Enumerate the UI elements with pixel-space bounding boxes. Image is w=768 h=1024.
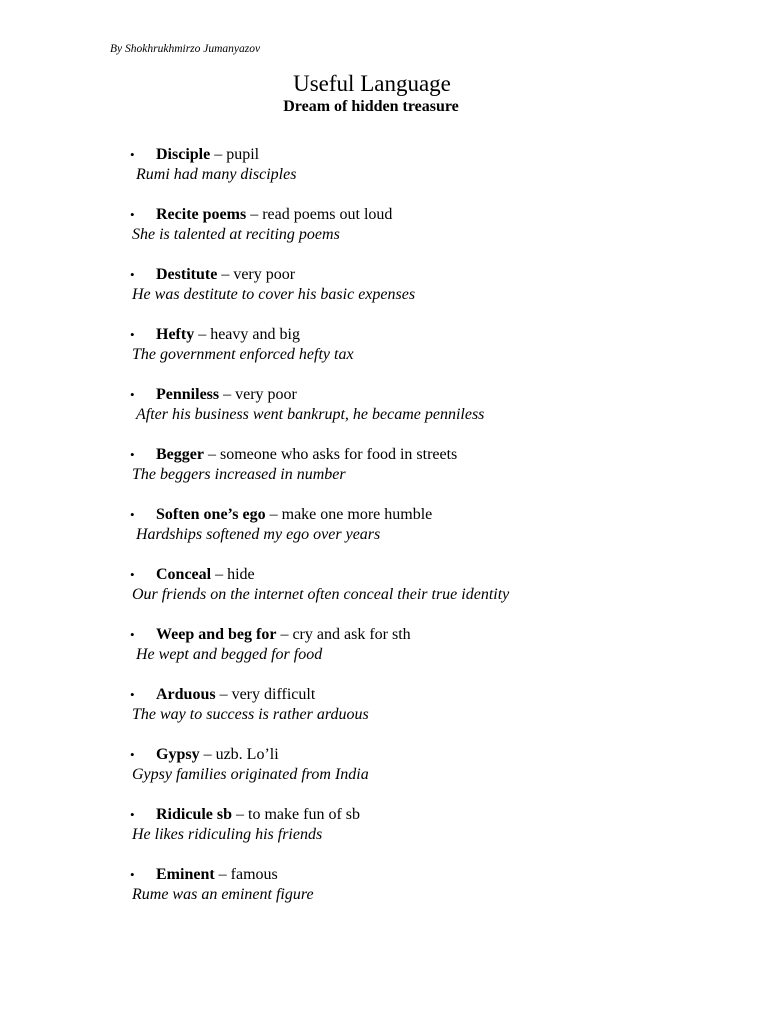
example-sentence: After his business went bankrupt, he became penniless — [136, 406, 485, 423]
term-line — [130, 145, 259, 165]
vocabulary-item — [0, 385, 768, 445]
vocabulary-item — [0, 805, 768, 865]
term-line — [130, 265, 295, 285]
vocabulary-list — [0, 145, 768, 925]
bullet-icon: • — [130, 327, 135, 342]
vocabulary-definition: – very difficult — [215, 686, 316, 703]
bullet-icon: • — [130, 267, 135, 282]
page-subtitle: Dream of hidden treasure — [283, 98, 459, 115]
example-sentence: Rumi had many disciples — [136, 166, 297, 183]
vocabulary-item — [0, 325, 768, 385]
vocabulary-definition: – very poor — [219, 386, 297, 403]
term-line — [130, 205, 392, 225]
term-line — [130, 745, 279, 765]
example-sentence: Our friends on the internet often conceal their true identity — [132, 586, 510, 603]
term-line — [130, 625, 411, 645]
term-line — [130, 865, 278, 885]
vocabulary-definition: – pupil — [210, 146, 260, 163]
term-line — [130, 445, 457, 465]
vocabulary-definition: – make one more humble — [265, 506, 433, 523]
vocabulary-term: Begger — [156, 446, 204, 463]
term-line — [130, 805, 360, 825]
vocabulary-item — [0, 685, 768, 745]
bullet-icon: • — [130, 507, 135, 522]
vocabulary-definition: – hide — [211, 566, 255, 583]
bullet-icon: • — [130, 867, 135, 882]
vocabulary-term: Destitute — [156, 266, 218, 283]
vocabulary-item — [0, 265, 768, 325]
vocabulary-item — [0, 505, 768, 565]
bullet-icon: • — [130, 687, 135, 702]
vocabulary-definition: – read poems out loud — [246, 206, 393, 223]
bullet-icon: • — [130, 747, 135, 762]
bullet-icon: • — [130, 147, 135, 162]
term-line — [130, 505, 432, 525]
vocabulary-item — [0, 145, 768, 205]
bullet-icon: • — [130, 447, 135, 462]
vocabulary-item — [0, 865, 768, 925]
example-sentence: The beggers increased in number — [132, 466, 346, 483]
vocabulary-term: Ridicule sb — [156, 806, 233, 823]
term-line — [130, 325, 300, 345]
vocabulary-term: Soften one’s ego — [156, 506, 266, 523]
vocabulary-term: Weep and beg for — [156, 626, 277, 643]
example-sentence: The government enforced hefty tax — [132, 346, 354, 363]
vocabulary-term: Gypsy — [156, 746, 200, 763]
vocabulary-definition: – heavy and big — [194, 326, 300, 343]
example-sentence: The way to success is rather arduous — [132, 706, 369, 723]
vocabulary-item — [0, 745, 768, 805]
vocabulary-item — [0, 565, 768, 625]
vocabulary-item — [0, 445, 768, 505]
bullet-icon: • — [130, 567, 135, 582]
vocabulary-definition: – very poor — [217, 266, 296, 283]
example-sentence: He likes ridiculing his friends — [132, 826, 323, 843]
example-sentence: She is talented at reciting poems — [132, 226, 340, 243]
term-line — [130, 385, 297, 405]
vocabulary-term: Conceal — [156, 566, 212, 583]
vocabulary-definition: – to make fun of sb — [232, 806, 360, 823]
vocabulary-definition: – cry and ask for sth — [276, 626, 411, 643]
example-sentence: Rume was an eminent figure — [132, 886, 314, 903]
vocabulary-term: Disciple — [156, 146, 211, 163]
vocabulary-term: Recite poems — [156, 206, 247, 223]
page-title: Useful Language — [293, 71, 451, 96]
term-line — [130, 565, 255, 585]
example-sentence: Hardships softened my ego over years — [136, 526, 381, 543]
vocabulary-item — [0, 625, 768, 685]
vocabulary-definition: – someone who asks for food in streets — [203, 446, 458, 463]
example-sentence: Gypsy families originated from India — [132, 766, 369, 783]
vocabulary-item — [0, 205, 768, 265]
bullet-icon: • — [130, 207, 135, 222]
vocabulary-term: Penniless — [156, 386, 220, 403]
example-sentence: He wept and begged for food — [136, 646, 323, 663]
bullet-icon: • — [130, 387, 135, 402]
bullet-icon: • — [130, 627, 135, 642]
author-line: By Shokhrukhmirzo Jumanyazov — [110, 43, 261, 55]
term-line — [130, 685, 315, 705]
bullet-icon: • — [130, 807, 135, 822]
vocabulary-term: Arduous — [156, 686, 216, 703]
vocabulary-definition: – famous — [214, 866, 278, 883]
vocabulary-term: Eminent — [156, 866, 215, 883]
example-sentence: He was destitute to cover his basic expenses — [132, 286, 416, 303]
vocabulary-term: Hefty — [156, 326, 195, 343]
vocabulary-definition: – uzb. Lo’li — [199, 746, 279, 763]
